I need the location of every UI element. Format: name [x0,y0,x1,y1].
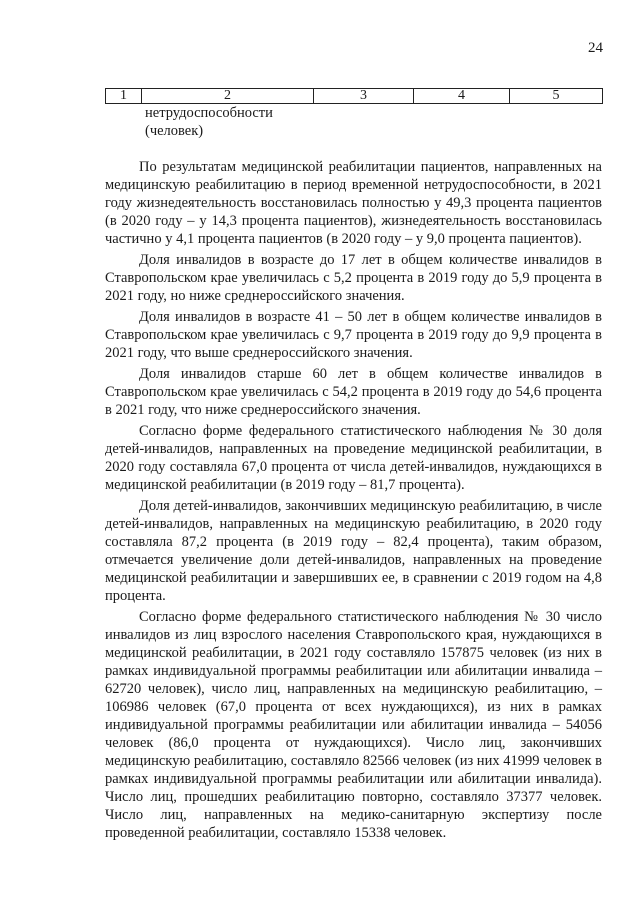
paragraph-adult-rehabilitation: Согласно форме федерального статистического наблюдения № 30 число инвалидов из лиц взрослого населения Ставропольского края, нуждающихся в медицинской реабилитации, в 2021 году составляло 157875 человек (из них в рамках индивидуальной программы реабилитации или абилитации инвалида – 62720 человек), число лиц, направленных на медицинскую реабилитацию, – 106986 человек (67,0 процента от всех нуждающихся), из них в рамках индивидуальной программы реабилитации или абилитации инвалида – 54056 человек (86,0 процента от нуждающихся). Число лиц, закончивших медицинскую реабилитацию, составляло 82566 человек (из них 41999 человек в рамках индивидуальной программы реабилитации или абилитации инвалида). Число лиц, прошедших реабилитацию повторно, составляло 37377 человек. Число лиц, направленных на медико-санитарную экспертизу после проведенной реабилитации, составляло 15338 человек. [105,609,603,841]
paragraph-disabled-under-17: Доля инвалидов в возрасте до 17 лет в общем количестве инвалидов в Ставропольском крае увеличилась с 5,2 процента в 2019 году до 5,9 процента в 2021 году, но ниже среднероссийского значения. [105,252,602,304]
paragraph-disabled-41-50: Доля инвалидов в возрасте 41 – 50 лет в общем количестве инвалидов в Ставропольском крае увеличилась с 9,7 процента в 2019 году до 9,9 процента в 2021 году, что выше среднероссийского значения. [105,309,602,361]
table-column-number: 2 [142,89,314,104]
cell-text-line: (человек) [145,123,204,139]
paragraph-children-completed: Доля детей-инвалидов, закончивших медицинскую реабилитацию, в числе детей-инвалидов, направленных на медицинскую реабилитацию, в 2020 году составляла 87,2 процента (в 2019 году – 82,4 процента), таким образом, отмечается увеличение доли детей-инвалидов, направленных на проведение медицинской реабилитации и завершивших ее, в сравнении с 2019 годом на 4,8 процента. [105,498,602,604]
table-column-number: 5 [510,89,603,104]
table-column-number: 1 [106,89,142,104]
paragraph-children-directed: Согласно форме федерального статистического наблюдения № 30 доля детей-инвалидов, направленных на проведение медицинской реабилитации, в 2020 году составляла 67,0 процента от числа детей-инвалидов, нуждающихся в медицинской реабилитации (в 2019 году – 81,7 процента). [105,423,602,493]
paragraph-rehabilitation-results: По результатам медицинской реабилитации пациентов, направленных на медицинскую реабилитацию в период временной нетрудоспособности, в 2021 году жизнедеятельность восстановилась полностью у 49,3 процента пациентов (в 2020 году – у 14,3 процента пациентов), жизнедеятельность восстановилась частично у 4,1 процента пациентов (в 2020 году – у 9,0 процента пациентов). [105,159,602,247]
paragraph-disabled-over-60: Доля инвалидов старше 60 лет в общем количестве инвалидов в Ставропольском крае увеличилась с 54,2 процента в 2019 году до 54,6 процента в 2021 году, что ниже среднероссийского значения. [105,366,602,418]
table-column-number: 3 [314,89,414,104]
table-cell-continuation [145,104,273,140]
document-body [105,158,602,842]
table-column-number: 4 [414,89,510,104]
page-number: 24 [588,40,603,56]
cell-text-line: нетрудоспособности [145,105,273,121]
table-header-row [105,88,603,104]
